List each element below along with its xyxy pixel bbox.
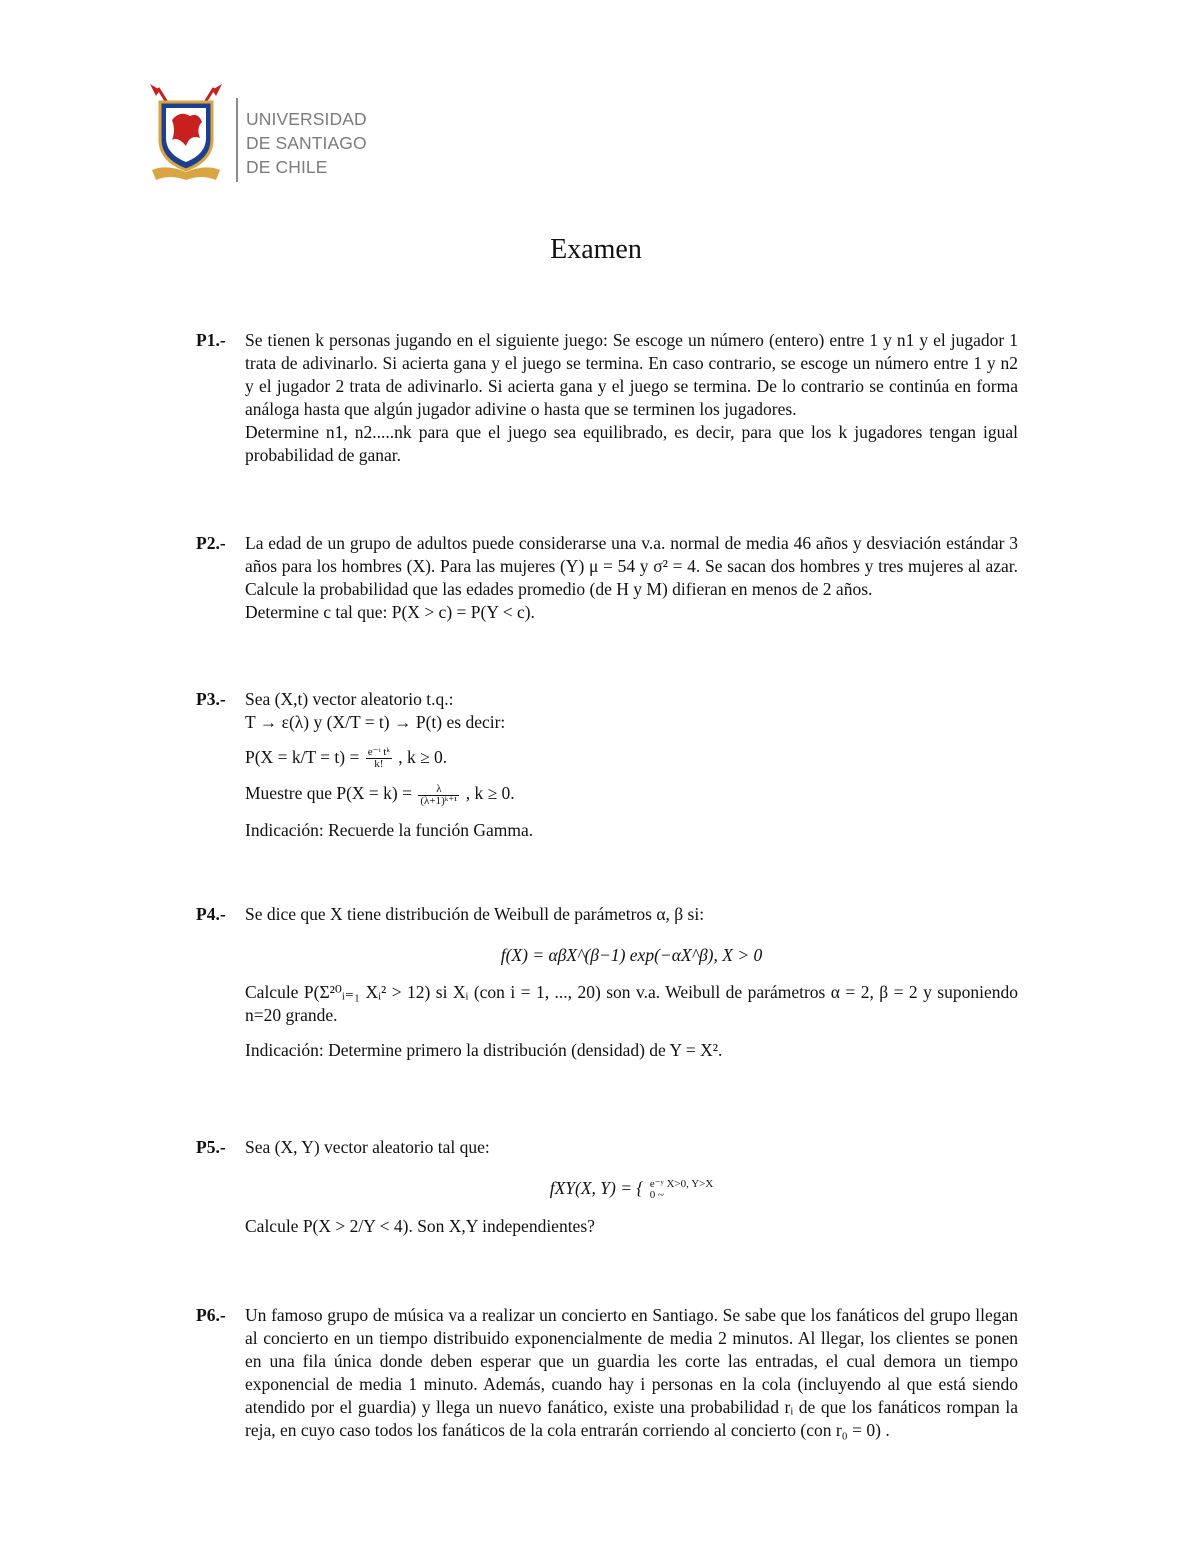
formula-text: , k ≥ 0.: [465, 783, 515, 804]
problem-1: [196, 329, 1018, 467]
formula-text: Muestre que P(X = k) =: [245, 783, 413, 804]
fraction-denominator: (λ+1)ᵏ⁺¹: [420, 794, 458, 807]
logo-wordmark: [246, 107, 367, 179]
university-crest-icon: [146, 80, 226, 184]
formula-text: P(X = k/T = t) =: [245, 747, 360, 767]
problem-text: Sea (X,t) vector aleatorio t.q.:: [245, 689, 454, 709]
page-title: Examen: [550, 234, 642, 265]
piecewise-cases: [650, 1179, 714, 1201]
problem-label: P3.-: [196, 689, 226, 709]
problem-text: Calcule P(X > 2/Y < 4). Son X,Y independientes?: [245, 1215, 595, 1236]
problem-6: [196, 1304, 1018, 1442]
problem-text: Determine c tal que: P(X > c) = P(Y < c).: [245, 602, 535, 622]
logo-line-2: DE SANTIAGO: [246, 133, 367, 153]
formula-text: fXY(X, Y) = {: [549, 1178, 644, 1198]
problem-text: Se tienen k personas jugando en el siguiente juego: Se escoge un número (entero) entre 1 y n1 y el jugador 1 trata de adivinarlo. Si acierta gana y el juego se termina. En caso contrario, se escoge un número entre 1 y n2 y el jugador 2 trata de adivinarlo. Si acierta gana y el juego se termina. De lo contrario se continúa en forma análoga hasta que algún jugador adivine o hasta que se terminen los jugadores.: [245, 330, 1018, 419]
logo-line-1: UNIVERSIDAD: [246, 109, 367, 129]
problem-text: Sea (X, Y) vector aleatorio tal que:: [245, 1137, 490, 1157]
problem-5: [196, 1136, 1018, 1238]
problem-2: [196, 532, 1018, 624]
fraction-denominator: k!: [374, 758, 384, 771]
problem-label: P1.-: [196, 330, 226, 350]
problem-text: Indicación: Determine primero la distribución (densidad) de Y = X².: [245, 1040, 723, 1060]
density-formula: [245, 1177, 1018, 1201]
problem-text: La edad de un grupo de adultos puede considerarse una v.a. normal de media 46 años y desviación estándar 3 años para los hombres (X). Para las mujeres (Y) μ = 54 y σ² = 4. Se sacan dos hombres y tres mujeres al azar. Calcule la probabilidad que las edades promedio (de H y M) difieran en menos de 2 años.: [245, 533, 1018, 599]
weibull-formula: f(X) = αβX^(β−1) exp(−αX^β), X > 0: [500, 945, 763, 965]
problem-3: [196, 688, 1018, 842]
problem-text: Un famoso grupo de música va a realizar un concierto en Santiago. Se sabe que los fanáticos del grupo llegan al concierto en un tiempo distribuido exponencialmente de media 2 minutos. Al llegar, los clientes se ponen en una fila única donde deben esperar que un guardia les corte las entradas, el cual demora un tiempo exponencial de media 1 minuto. Además, cuando hay i personas en la cola (incluyendo al que está siendo atendido por el guardia) y llega un nuevo fanático, existe una probabilidad rᵢ de que los fanáticos rompan la reja, en cuyo caso todos los fanáticos de la cola entrarán corriendo al concierto (con r₀ = 0) .: [245, 1305, 1018, 1440]
problem-label: P2.-: [196, 533, 226, 553]
logo-divider: [236, 98, 238, 182]
problem-text: T → ε(λ) y (X/T = t) → P(t) es decir:: [245, 712, 506, 732]
fraction-numerator: e⁻ᵗ tᵏ: [367, 746, 390, 759]
formula-case: e⁻ʸ X>0, Y>X: [649, 1177, 714, 1190]
formula-text: , k ≥ 0.: [398, 747, 448, 767]
formula-case: 0 ~: [649, 1188, 664, 1201]
problem-text: Determine n1, n2.....nk para que el juego sea equilibrado, es decir, para que los k jugadores tengan igual probabilidad de ganar.: [245, 422, 1018, 465]
university-logo: [146, 80, 406, 184]
problem-label: P5.-: [196, 1137, 226, 1157]
fraction: [366, 747, 392, 770]
problem-label: P4.-: [196, 904, 226, 924]
problem-text: Se dice que X tiene distribución de Weibull de parámetros α, β si:: [245, 904, 705, 924]
problem-label: P6.-: [196, 1305, 226, 1325]
problem-text: Calcule P(Σ²⁰ᵢ₌₁ Xᵢ² > 12) si Xᵢ (con i = 1, ..., 20) son v.a. Weibull de parámetros α = 2, β = 2 y suponiendo n=20 grande.: [245, 982, 1018, 1025]
fraction: [418, 784, 459, 807]
problem-text: Indicación: Recuerde la función Gamma.: [245, 819, 534, 840]
formula-line: [245, 746, 1018, 770]
formula-line: [245, 782, 1018, 806]
problem-4: [196, 903, 1018, 1062]
fraction-numerator: λ: [418, 784, 459, 796]
logo-line-3: DE CHILE: [246, 157, 328, 177]
